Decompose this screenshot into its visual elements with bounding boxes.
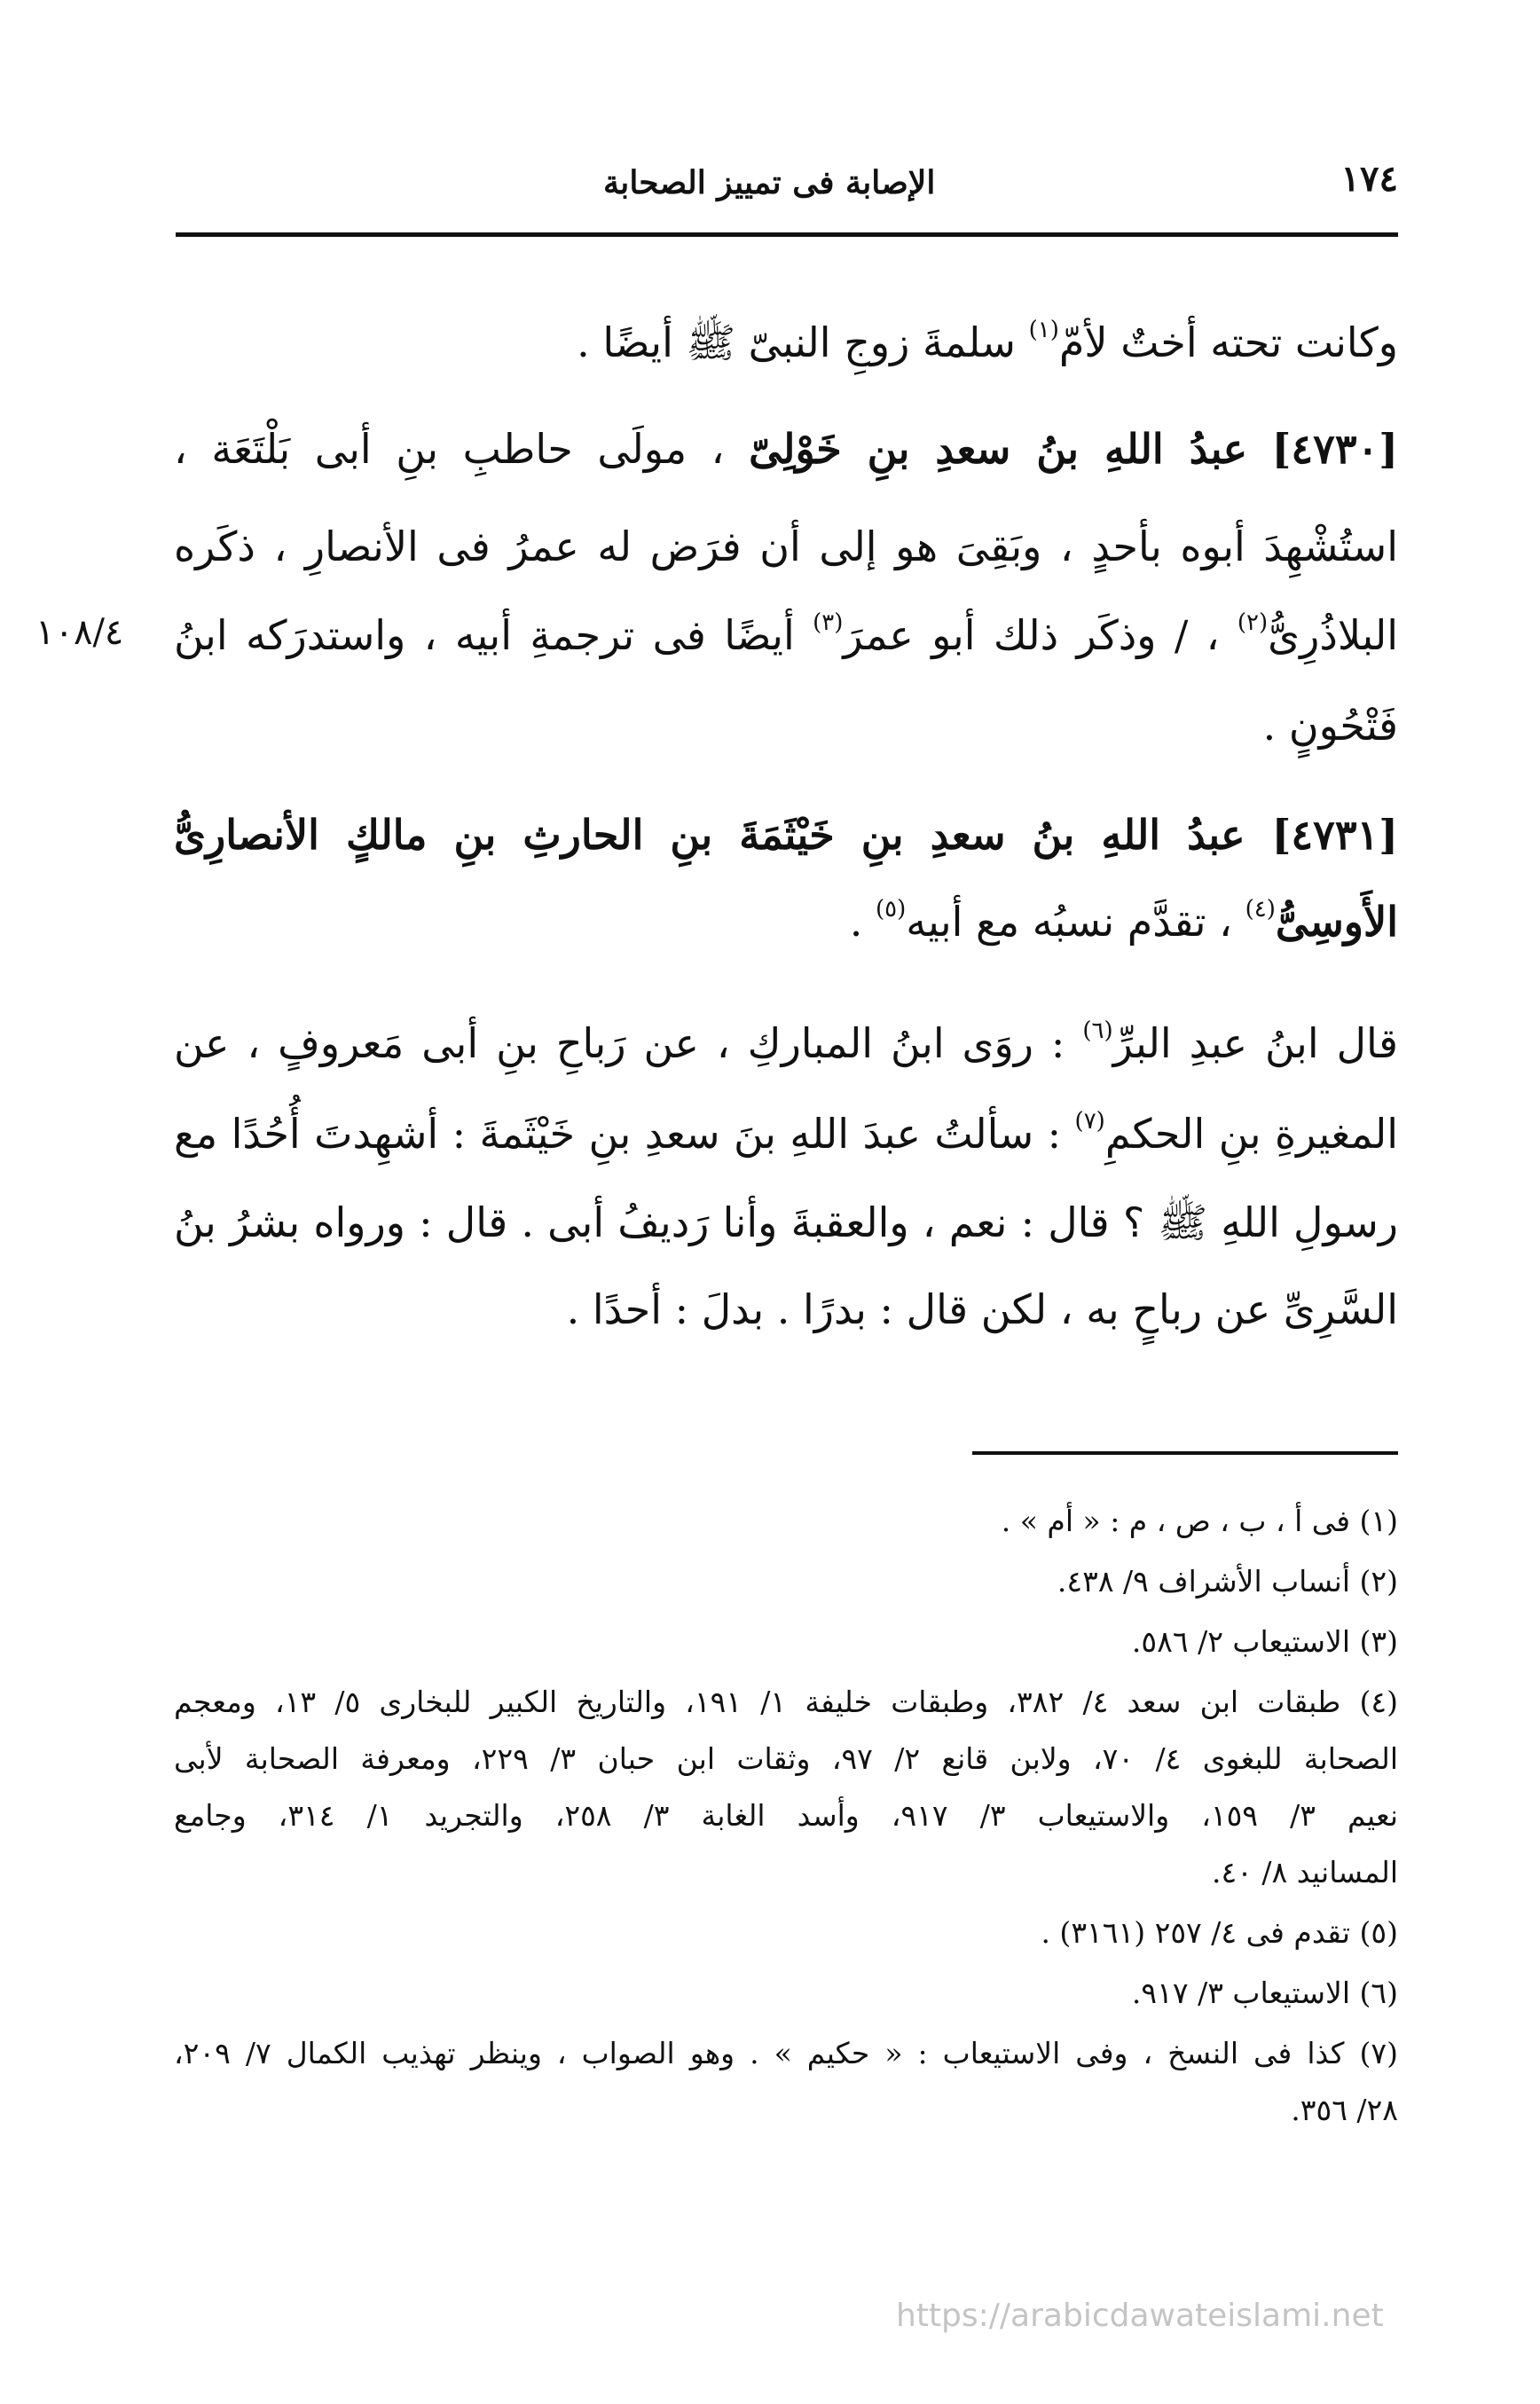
watermark-url: https://arabicdawateislami.net [896, 2298, 1384, 2334]
footnote-4-line-3: نعيم ٣/ ١٥٩، والاستيعاب ٣/ ٩١٧، وأسد الغابة ٣/ ٢٥٨، والتجريد ١/ ٣١٤، وجامع [174, 1798, 1399, 1833]
entry-4730-heading [174, 417, 1398, 481]
text-segment: ، / وذكَر ذلك أبو عمرَ [843, 611, 1238, 659]
footnote-6: (٦) الاستيعاب ٣/ ٩١٧. [1131, 1976, 1398, 2010]
footnote-marker: (١) [1028, 317, 1059, 343]
footnote-marker: (٤) [1245, 896, 1276, 923]
text-line-7 [174, 890, 1398, 954]
footnote-7-line-2: ٢٨/ ٣٥٦. [1291, 2093, 1398, 2127]
footnote-marker: (٧) [1074, 1108, 1105, 1135]
text-segment: الأَوسِىُّ [1275, 898, 1398, 946]
text-segment: ، تقدَّم نسبُه مع أبيه [906, 898, 1245, 946]
text-segment: البلاذُرِىُّ [1268, 611, 1398, 659]
footnote-marker: (٥) [876, 896, 907, 923]
text-line-8 [174, 1011, 1398, 1075]
footnote-2: (٢) أنساب الأشراف ٩/ ٤٣٨. [1057, 1564, 1398, 1599]
entry-number: [٤٧٣٠] [1271, 425, 1398, 473]
text-line-4 [174, 603, 1398, 667]
text-segment: . [849, 898, 876, 946]
book-title: الإصابة فى تمييز الصحابة [603, 164, 936, 201]
entry-4731-heading [174, 803, 1398, 867]
text-segment: المغيرةِ بنِ الحكمِ [1104, 1110, 1399, 1158]
text-line-11: السَّرِىِّ عن رباحٍ به ، لكن قال : بدرًا . بدلَ : أحدًا . [566, 1285, 1398, 1333]
footnote-1: (١) فى أ ، ب ، ص ، م : « أم » . [1001, 1504, 1398, 1538]
text-line-10: رسولِ اللهِ ﷺ ؟ قال : نعم ، والعقبةَ وأنا رَديفُ أبى . قال : ورواه بشرُ بنُ [174, 1198, 1398, 1246]
entry-number: [٤٧٣١] [1271, 811, 1398, 859]
text-line-1 [174, 310, 1398, 374]
text-segment: ، مولَى حاطبِ بنِ أبى بَلْتَعَة ، [174, 425, 750, 473]
footnote-3: (٣) الاستيعاب ٢/ ٥٨٦. [1131, 1624, 1398, 1659]
text-line-3: استُشْهِدَ أبوه بأحدٍ ، وبَقِىَ هو إلى أن فرَض له عمرُ فى الأنصارِ ، ذكَره [174, 522, 1398, 570]
footnote-7-line-1: (٧) كذا فى النسخ ، وفى الاستيعاب : « حكيم » . وهو الصواب ، وينظر تهذيب الكمال ٧/ ٢٠٩، [174, 2036, 1399, 2070]
footnote-marker: (٣) [813, 609, 844, 636]
margin-reference: ١٠٨/٤ [35, 612, 124, 653]
text-segment: : سألتُ عبدَ اللهِ بنَ سعدِ بنِ خَيْثَمةَ : أشهِدتَ أُحُدًا مع [174, 1110, 1075, 1158]
text-segment: أيضًا فى ترجمةِ أبيه ، واستدرَكه ابنُ [174, 611, 813, 659]
text-segment: سلمةَ زوجِ النبىّ ﷺ أيضًا . [577, 318, 1029, 366]
footnote-4-line-1: (٤) طبقات ابن سعد ٤/ ٣٨٢، وطبقات خليفة ١/ ١٩١، والتاريخ الكبير للبخارى ٥/ ١٣، ومعجم [174, 1685, 1399, 1719]
footnote-marker: (٦) [1082, 1017, 1113, 1044]
entry-name: عبدُ اللهِ بنُ سعدِ بنِ خَيْثَمَةَ بنِ الحارثِ بنِ مالكٍ الأنصارِىُّ [174, 811, 1245, 859]
text-line-5: فَتْحُونٍ . [1262, 702, 1398, 750]
footnote-rule [972, 1451, 1398, 1455]
text-line-9 [174, 1102, 1398, 1166]
header-rule [176, 232, 1398, 237]
text-segment: : روَى ابنُ المباركِ ، عن رَباحِ بنِ أبى مَعروفٍ ، عن [174, 1019, 1083, 1067]
page-number: ١٧٤ [1340, 158, 1398, 200]
footnote-4-line-2: الصحابة للبغوى ٤/ ٧٠، ولابن قانع ٢/ ٩٧، وثقات ابن حبان ٣/ ٢٢٩، ومعرفة الصحابة لأبى [174, 1741, 1399, 1776]
text-segment: قال ابنُ عبدِ البرِّ [1112, 1019, 1398, 1067]
footnote-5: (٥) تقدم فى ٤/ ٢٥٧ (٣١٦١) . [1041, 1915, 1398, 1950]
footnote-4-line-4: المسانيد ٨/ ٤٠. [1211, 1855, 1398, 1889]
entry-name: عبدُ اللهِ بنُ سعدِ بنِ خَوْلِىّ [749, 425, 1248, 473]
footnote-marker: (٢) [1237, 609, 1269, 636]
text-segment: وكانت تحته أختٌ لأمّ [1058, 318, 1398, 366]
